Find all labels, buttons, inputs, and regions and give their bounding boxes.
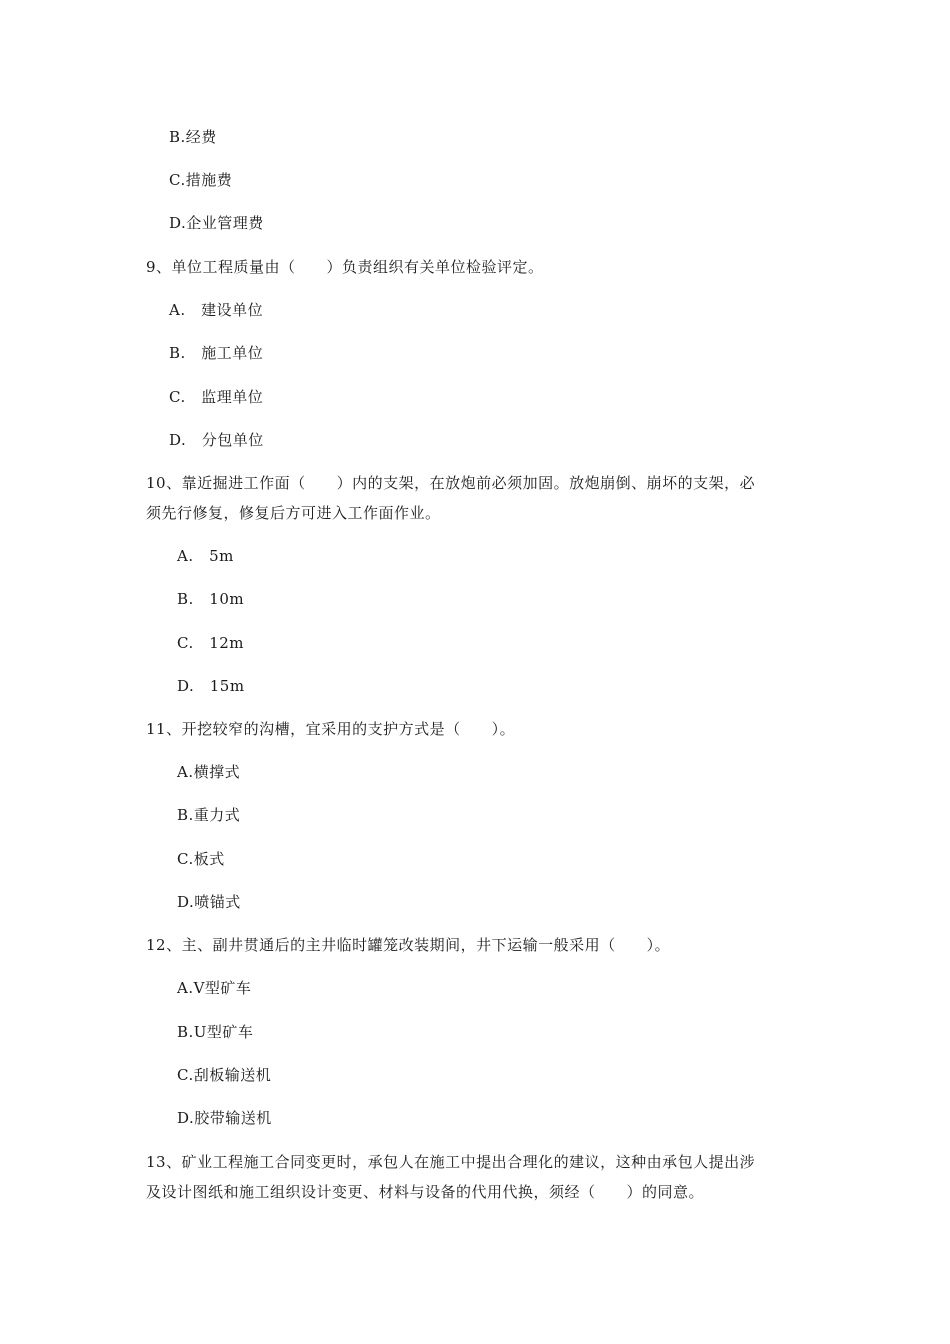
q12-stem: 12、主、副井贯通后的主井临时罐笼改装期间，井下运输一般采用（ ）。 <box>146 936 671 954</box>
q12-option-a: A.V型矿车 <box>177 979 252 997</box>
q9-option-a: A. 建设单位 <box>169 301 264 319</box>
q8-option-d: D.企业管理费 <box>169 214 264 232</box>
q8-option-c: C.措施费 <box>169 171 233 189</box>
q10-option-a: A. 5m <box>177 547 234 565</box>
q11-option-b: B.重力式 <box>177 806 241 824</box>
q13-stem-line1: 13、矿业工程施工合同变更时，承包人在施工中提出合理化的建议，这种由承包人提出涉 <box>146 1153 756 1171</box>
q9-option-b: B. 施工单位 <box>169 344 264 362</box>
q12-option-c: C.刮板输送机 <box>177 1066 272 1084</box>
q8-option-b: B.经费 <box>169 128 217 146</box>
q10-option-b: B. 10m <box>177 590 245 608</box>
q10-stem-line2: 须先行修复，修复后方可进入工作面作业。 <box>146 504 441 522</box>
q10-option-c: C. 12m <box>177 634 245 652</box>
q13-stem-line2: 及设计图纸和施工组织设计变更、材料与设备的代用代换，须经（ ）的同意。 <box>146 1183 705 1201</box>
q11-stem: 11、开挖较窄的沟槽，宜采用的支护方式是（ ）。 <box>146 720 516 738</box>
q10-option-d: D. 15m <box>177 677 245 695</box>
q9-option-c: C. 监理单位 <box>169 388 264 406</box>
q12-option-b: B.U型矿车 <box>177 1023 254 1041</box>
q12-option-d: D.胶带输送机 <box>177 1109 272 1127</box>
q11-option-c: C.板式 <box>177 850 225 868</box>
q9-option-d: D. 分包单位 <box>169 431 264 449</box>
q10-stem-line1: 10、靠近掘进工作面（ ）内的支架，在放炮前必须加固。放炮崩倒、崩坏的支架，必 <box>146 474 756 492</box>
q9-stem: 9、单位工程质量由（ ）负责组织有关单位检验评定。 <box>146 258 544 276</box>
q11-option-d: D.喷锚式 <box>177 893 241 911</box>
q11-option-a: A.横撑式 <box>177 763 241 781</box>
